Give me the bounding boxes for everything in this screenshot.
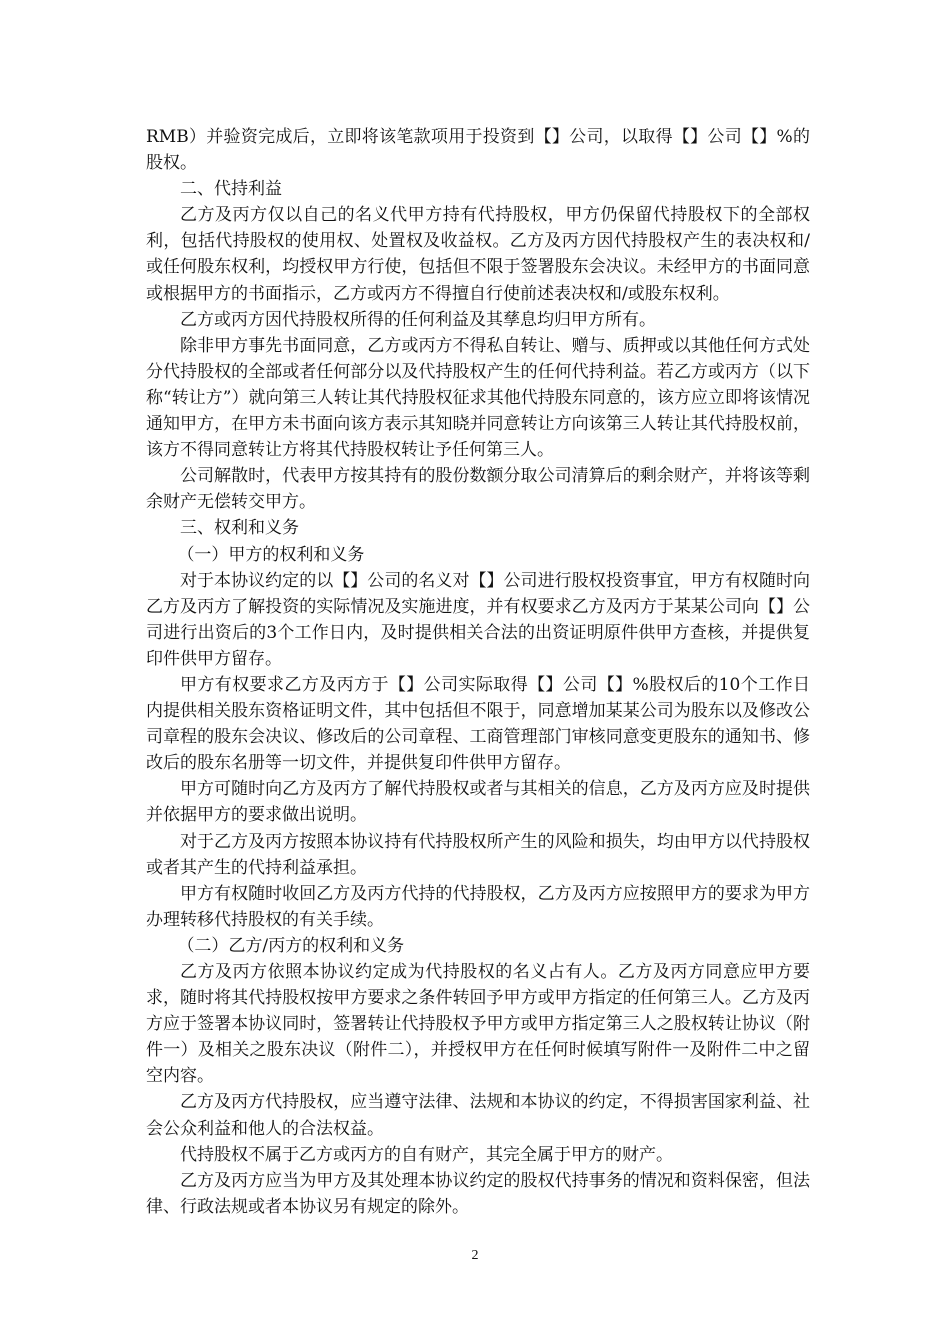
section-heading-proxy-benefits: 二、代持利益 [180,179,282,200]
subsection-heading-party-b-c: （二）乙方/丙方的权利和义务 [177,935,405,956]
paragraph: 对于本协议约定的以【】公司的名义对【】公司进行股权投资事宜，甲方有权随时向乙方及丙方了解投资的实际情况及实施进度，并有权要求乙方及丙方于某某公司向【】公司进行出资后的3个工作日内，及时提供相关合法的出资证明原件供甲方查核，并提供复印件供甲方留存。 [146,570,810,669]
paragraph: 乙方或丙方因代持股权所得的任何利益及其孳息均归甲方所有。 [180,309,656,330]
paragraph: 甲方有权要求乙方及丙方于【】公司实际取得【】公司【】%股权后的10个工作日内提供相关股东资格证明文件，其中包括但不限于，同意增加某某公司为股东以及修改公司章程的股东会决议、修改后的公司章程、工商管理部门审核同意变更股东的通知书、修改后的股东名册等一切文件，并提供复印件供甲方留存。 [146,674,810,774]
paragraph: 甲方可随时向乙方及丙方了解代持股权或者与其相关的信息，乙方及丙方应及时提供并依据甲方的要求做出说明。 [146,779,810,826]
paragraph: 除非甲方事先书面同意，乙方或丙方不得私自转让、赠与、质押或以其他任何方式处分代持股权的全部或者任何部分以及代持股权产生的任何代持利益。若乙方或丙方（以下称“转让方”）就向第三人转让其代持股权征求其他代持股东同意的，该方应立即将该情况通知甲方，在甲方未书面向该方表示其知晓并同意转让方向该第三人转让其代持股权前，该方不得同意转让方将其代持股权转让予任何第三人。 [146,335,810,461]
paragraph: 乙方及丙方仅以自己的名义代甲方持有代持股权，甲方仍保留代持股权下的全部权利，包括代持股权的使用权、处置权及收益权。乙方及丙方因代持股权产生的表决权和/或任何股东权利，均授权甲方行使，包括但不限于签署股东会决议。未经甲方的书面同意或根据甲方的书面指示，乙方或丙方不得擅自行使前述表决权和/或股东权利。 [146,205,810,304]
subsection-heading-party-a: （一）甲方的权利和义务 [177,544,365,565]
paragraph: 公司解散时，代表甲方按其持有的股份数额分取公司清算后的剩余财产，并将该等剩余财产无偿转交甲方。 [146,466,810,513]
page-number: 2 [471,1248,479,1263]
document-body [146,124,810,1220]
paragraph: 甲方有权随时收回乙方及丙方代持的代持股权，乙方及丙方应按照甲方的要求为甲方办理转移代持股权的有关手续。 [146,883,810,930]
paragraph: 乙方及丙方代持股权，应当遵守法律、法规和本协议的约定，不得损害国家利益、社会公众利益和他人的合法权益。 [146,1092,810,1139]
paragraph: 乙方及丙方依照本协议约定成为代持股权的名义占有人。乙方及丙方同意应甲方要求，随时将其代持股权按甲方要求之条件转回予甲方或甲方指定的任何第三人。乙方及丙方应于签署本协议同时，签署转让代持股权予甲方或甲方指定第三人之股权转让协议（附件一）及相关之股东决议（附件二），并授权甲方在任何时候填写附件一及附件二中之留空内容。 [146,962,810,1087]
paragraph: 乙方及丙方应当为甲方及其处理本协议约定的股权代持事务的情况和资料保密，但法律、行政法规或者本协议另有规定的除外。 [146,1170,810,1217]
paragraph: 对于乙方及丙方按照本协议持有代持股权所产生的风险和损失，均由甲方以代持股权或者其产生的代持利益承担。 [146,831,810,878]
paragraph-continuation: RMB）并验资完成后，立即将该笔款项用于投资到【】公司，以取得【】公司【】%的股权。 [146,127,810,174]
paragraph: 代持股权不属于乙方或丙方的自有财产，其完全属于甲方的财产。 [180,1144,673,1165]
section-heading-rights-obligations: 三、权利和义务 [180,518,299,539]
